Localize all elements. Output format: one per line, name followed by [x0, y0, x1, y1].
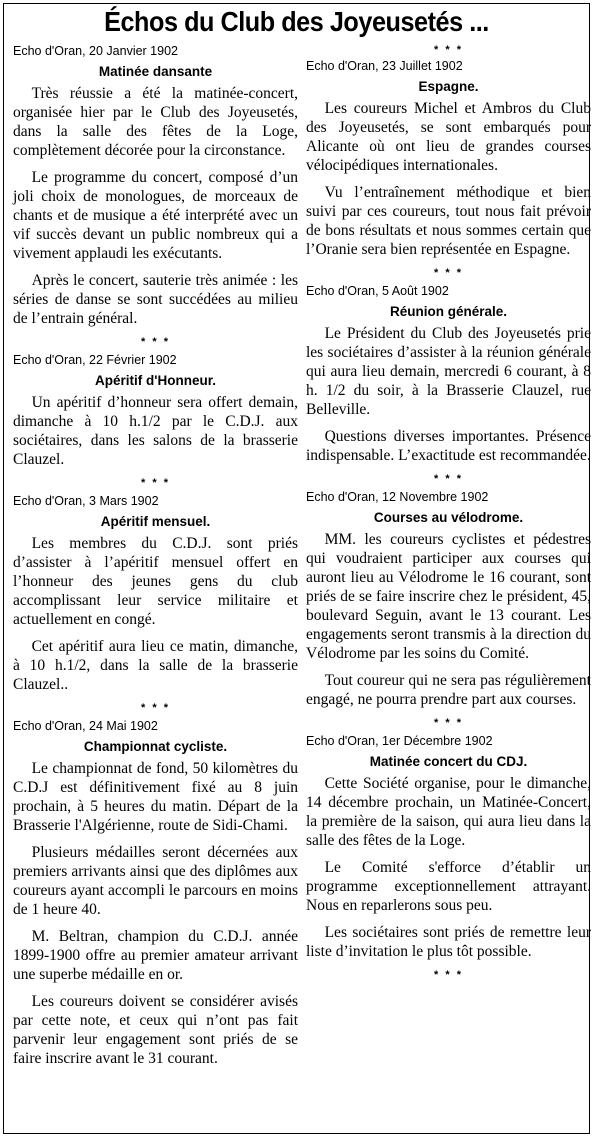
article-paragraph: Après le concert, sauterie très animée : les séries de danse se sont succédées au milieu de l’entrain général.: [13, 272, 298, 327]
separator-stars: * * *: [434, 717, 463, 729]
article-paragraph: Plusieurs médailles seront décernées aux premiers arrivants ainsi que des diplômes aux coureurs ayant accompli le parcours en moins de 1 heure 40.: [13, 844, 298, 918]
article-headline: Réunion générale.: [389, 304, 508, 319]
article-dateline: Echo d'Oran, 24 Mai 1902: [13, 719, 158, 733]
article-paragraph: Le Comité s'efforce d’établir un programme exceptionnellement attrayant. Nous en reparlerons sous peu.: [306, 859, 591, 914]
page-frame: [3, 3, 590, 1134]
left-column: [13, 44, 298, 1076]
separator-stars: * * *: [434, 969, 463, 981]
separator-stars: * * *: [141, 336, 170, 348]
article-aperitif-mensuel: [13, 494, 298, 694]
article-espagne: [306, 59, 591, 259]
separator-stars: * * *: [434, 44, 463, 56]
article-championnat-cycliste: [13, 719, 298, 1068]
separator-stars: * * *: [434, 473, 463, 485]
article-dateline: Echo d'Oran, 12 Novembre 1902: [306, 490, 489, 504]
article-paragraph: Les sociétaires sont priés de remettre leur liste d’invitation le plus tôt possible.: [306, 924, 591, 960]
article-dateline: Echo d'Oran, 1er Décembre 1902: [306, 734, 493, 748]
article-dateline: Echo d'Oran, 5 Août 1902: [306, 284, 449, 298]
article-courses-velodrome: [306, 490, 591, 709]
article-paragraph: Cette Société organise, pour le dimanche, 14 décembre prochain, un Matinée-Concert, la première de la saison, qui aura lieu dans la salle des fêtes de la Loge.: [306, 775, 591, 849]
article-paragraph: Tout coureur qui ne sera pas régulièrement engagé, ne pourra prendre part aux courses.: [306, 672, 591, 708]
article-headline: Apéritif mensuel.: [100, 514, 211, 529]
article-headline: Espagne.: [418, 79, 479, 94]
article-dateline: Echo d'Oran, 23 Juillet 1902: [306, 59, 463, 73]
article-paragraph: Les coureurs doivent se considérer avisés par cette note, et ceux qui n’ont pas fait parvenir leur engagement sont priés de se faire inscrire avant le 31 courant.: [13, 993, 298, 1067]
article-aperitif-honneur: [13, 353, 298, 469]
article-headline: Courses au vélodrome.: [373, 510, 524, 525]
article-headline: Apéritif d'Honneur.: [95, 373, 216, 388]
article-paragraph: Un apéritif d’honneur sera offert demain, dimanche à 10 h.1/2 par le C.D.J. aux sociétaires, dans les salons de la brasserie Clauzel.: [13, 394, 298, 468]
article-headline: Matinée concert du CDJ.: [369, 754, 528, 769]
article-paragraph: Questions diverses importantes. Présence indispensable. L’exactitude est recommandée.: [306, 428, 591, 464]
article-paragraph: Le Président du Club des Joyeusetés prie les sociétaires d’assister à la réunion générale qui aura lieu demain, mercredi 6 courant, à 8 h. 1/2 du soir, à la Brasserie Clauzel, rue Belleville.: [306, 325, 591, 418]
article-headline: Matinée dansante: [98, 64, 213, 79]
page-title: Échos du Club des Joyeusetés ...: [104, 6, 489, 37]
article-matinee-concert: [306, 734, 591, 961]
article-dateline: Echo d'Oran, 22 Février 1902: [13, 353, 177, 367]
separator-stars: * * *: [141, 702, 170, 714]
article-headline: Championnat cycliste.: [83, 739, 228, 754]
article-paragraph: Les coureurs Michel et Ambros du Club des Joyeusetés, se sont embarqués pour Alicante où ont lieu de grandes courses vélocipédiques internationales.: [306, 100, 591, 174]
article-paragraph: Les membres du C.D.J. sont priés d’assister à l’apéritif mensuel offert en l’honneur des jeunes gens du club accomplissant leur service militaire et actuellement en congé.: [13, 535, 298, 628]
separator-stars: * * *: [434, 267, 463, 279]
article-reunion-generale: [306, 284, 591, 465]
article-paragraph: Le championnat de fond, 50 kilomètres du C.D.J est définitivement fixé au 8 juin prochain, à 5 heures du matin. Départ de la Brasserie l'Algérienne, route de Sidi-Chami.: [13, 760, 298, 834]
article-paragraph: MM. les coureurs cyclistes et pédestres qui voudraient participer aux courses qui auront lieu au Vélodrome le 16 courant, sont priés de se faire inscrire chez le président, 45, boulevard Seguin, avant le 13 courant. Les engagements seront transmis à la direction du Vélodrome par les soins du Comité.: [306, 531, 591, 662]
article-paragraph: M. Beltran, champion du C.D.J. année 1899-1900 offre au premier amateur arrivant une superbe médaille en or.: [13, 928, 298, 983]
article-dateline: Echo d'Oran, 3 Mars 1902: [13, 494, 159, 508]
right-column: [306, 44, 591, 986]
article-paragraph: Très réussie a été la matinée-concert, organisée hier par le Club des Joyeusetés, dans la salle des fêtes de la Loge, complètement décorée pour la circonstance.: [13, 85, 298, 159]
separator-stars: * * *: [141, 477, 170, 489]
article-paragraph: Vu l’entraînement méthodique et bien suivi par ces coureurs, tout nous fait prévoir de bons résultats et nous sommes certain que l’Oranie sera bien représentée en Espagne.: [306, 184, 591, 258]
article-dateline: Echo d'Oran, 20 Janvier 1902: [13, 44, 178, 58]
article-matinee-dansante: [13, 44, 298, 328]
article-paragraph: Cet apéritif aura lieu ce matin, dimanche, à 10 h.1/2, dans la salle de la brasserie Clauzel..: [13, 638, 298, 693]
article-paragraph: Le programme du concert, composé d’un joli choix de monologues, de morceaux de chants et de musique a été interprété avec un vif succès devant un public nombreux qui a vivement applaudi les exécutants.: [13, 169, 298, 262]
